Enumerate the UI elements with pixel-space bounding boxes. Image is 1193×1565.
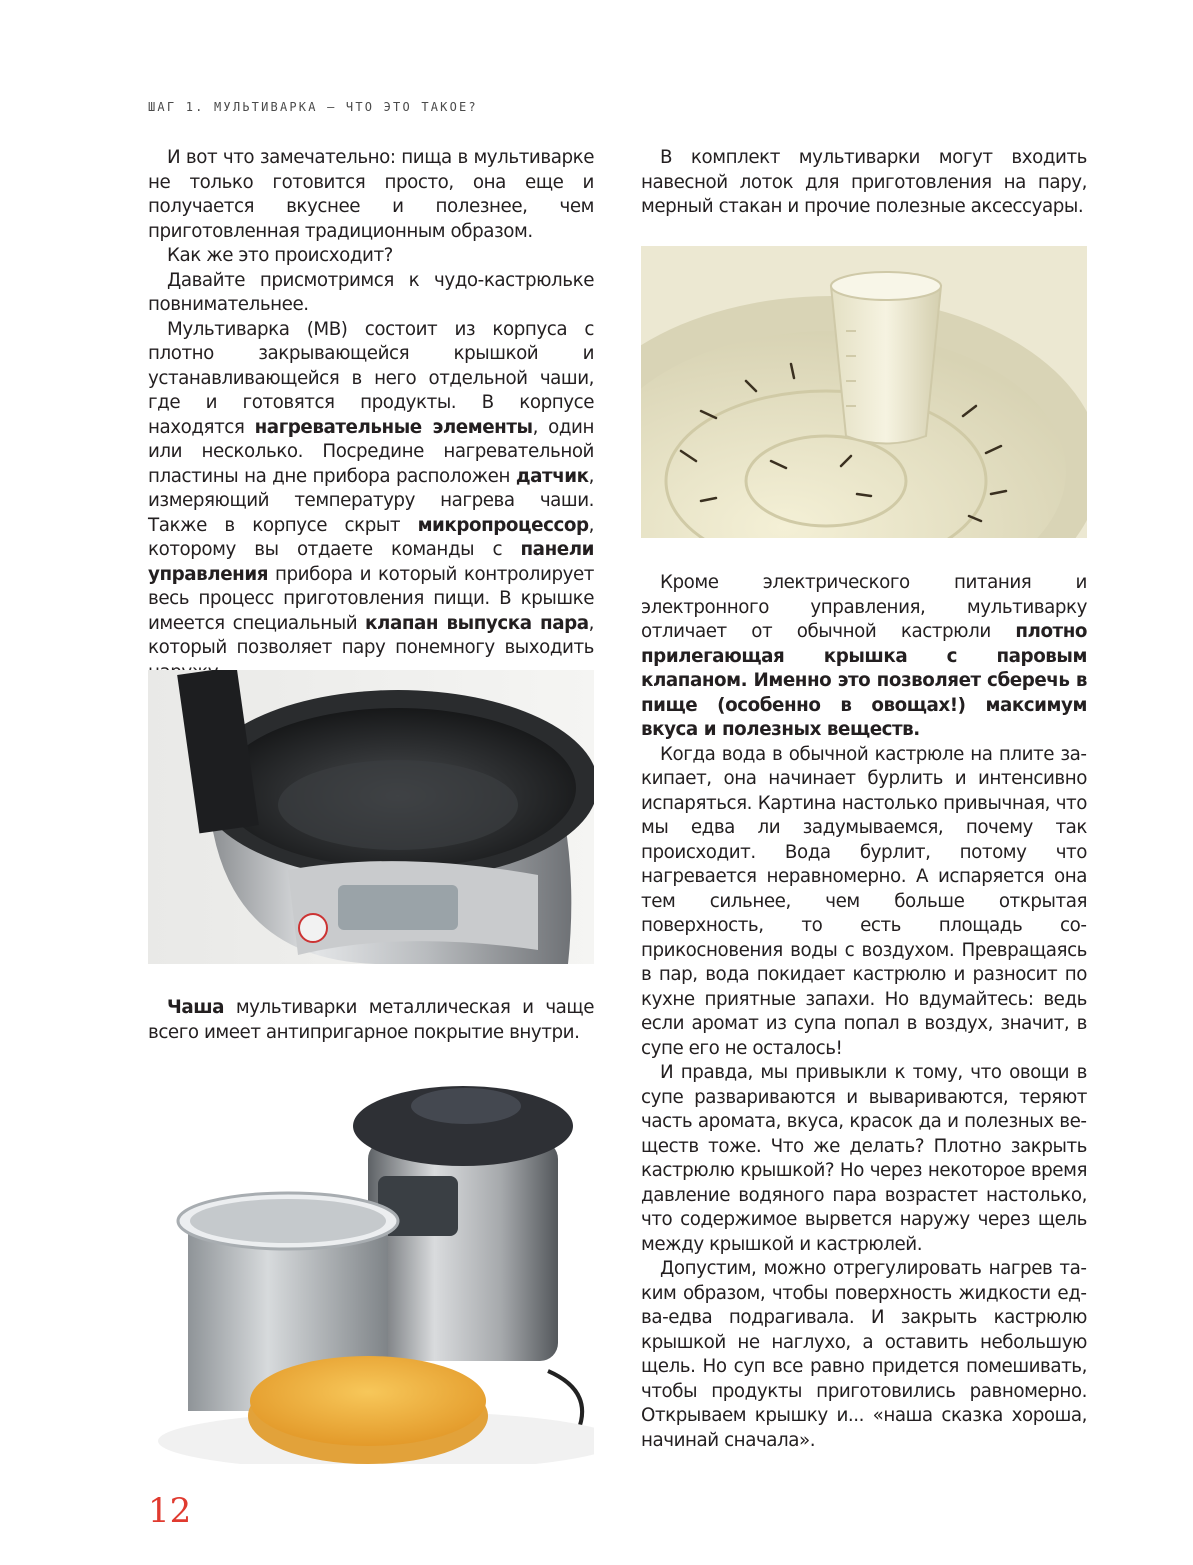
bold-term: микропроцессор [417, 514, 589, 536]
paragraph: Когда вода в обычной кастрюле на плите закипает, она начинает бурлить и интенсивно испаряться. Картина настолько привычная, что мы едва ли задумываемся, почему так происходит. Вода бурлит, потому что нагревается неравномерно. А испаряется она тем сильнее, чем больше открытая поверхность, то есть площадь соприкосновения воды с воздухом. Превращаясь в пар, вода покидает кастрюлю и разносит по кухне приятные запахи. Но вдумайтесь: ведь если аромат из супа попал в воздух, значит, в супе его не осталось! [641, 743, 1087, 1059]
paragraph [148, 318, 594, 686]
bold-term: датчик [515, 465, 589, 487]
text-span: мультиварки металлическая и чаще всего имеет антипригарное покрытие внутри. [148, 997, 594, 1043]
left-column-caption [148, 996, 594, 1045]
page-number: 12 [148, 1491, 192, 1531]
text-span: , один или несколько. Посредине нагревательной пластины на дне прибора расположен [148, 416, 594, 487]
multicooker-open-photo [148, 670, 594, 964]
right-column-intro [641, 146, 1087, 220]
left-column-text [148, 146, 594, 685]
bold-term: клапан выпуска пара [365, 612, 589, 634]
right-column-text [641, 571, 1087, 1453]
paragraph: В комплект мультиварки могут входить навесной лоток для приготовления на пару, мерный стакан и прочие полезные аксессуары. [641, 147, 1087, 217]
bold-term: Чаша [167, 997, 225, 1018]
steamer-tray-photo [641, 246, 1087, 538]
bold-term: панели управления [148, 539, 594, 585]
text-span: прибора и который контролирует весь процесс приготовления пищи. В крышке имеется специальный [148, 563, 594, 634]
multicooker-bowl-cake-photo [148, 1071, 594, 1464]
paragraph: И правда, мы привыкли к тому, что овощи в супе развариваются и вывариваются, теряют часть аромата, вкуса, красок да и полезных веществ тоже. Что же делать? Плотно закрыть кастрюлю крышкой? Но через некоторое время давление водяного пара возрастет настолько, что содержимое вырвется наружу через щель между крышкой и кастрюлей. [641, 1062, 1087, 1255]
paragraph [148, 996, 594, 1045]
paragraph: Как же это происходит? [167, 245, 393, 266]
text-span: , которому вы отдаете команды с [148, 514, 594, 560]
bold-term: нагревательные элементы [254, 416, 533, 438]
paragraph [641, 571, 1087, 743]
text-span: , измеряющий температуру нагрева чаши. Также в корпусе скрыт [148, 465, 594, 536]
paragraph: Допустим, можно отрегулировать нагрев таким образом, чтобы поверхность жидкости едва-едва подрагивала. И закрыть кастрюлю крышкой не наглухо, а оставить небольшую щель. Но суп все равно придется помешивать, чтобы продукты приготовились равномерно. Открываем крышку и... «наша сказка хороша, начинай сначала». [641, 1258, 1087, 1451]
paragraph: Давайте присмотримся к чудо-кастрюльке повнимательнее. [148, 269, 594, 315]
text-span: Кроме электрического питания и электронного управления, мультиварку отличает от обычной кастрюли [641, 572, 1087, 642]
chapter-header: ШАГ 1. МУЛЬТИВАРКА – ЧТО ЭТО ТАКОЕ? [148, 100, 478, 114]
text-span: , который позволяет пару понемногу выходить [148, 612, 594, 658]
paragraph: И вот что замечательно: пища в мультиварке не только готовится просто, она еще и получается вкуснее и полезнее, чем приготовленная традиционным образом. [148, 147, 594, 242]
text-span: Мультиварка (МВ) состоит из корпуса с плотно закрывающейся крышкой и устанавливающейся в него отдельной чаши, где и готовятся продукты. В корпусе находятся [148, 318, 594, 438]
bold-term: плотно прилегающая крышка с паровым клапаном. Именно это позволяет сберечь в пище (особенно в овощах!) максимум вкуса и полезных веществ. [641, 621, 1087, 740]
